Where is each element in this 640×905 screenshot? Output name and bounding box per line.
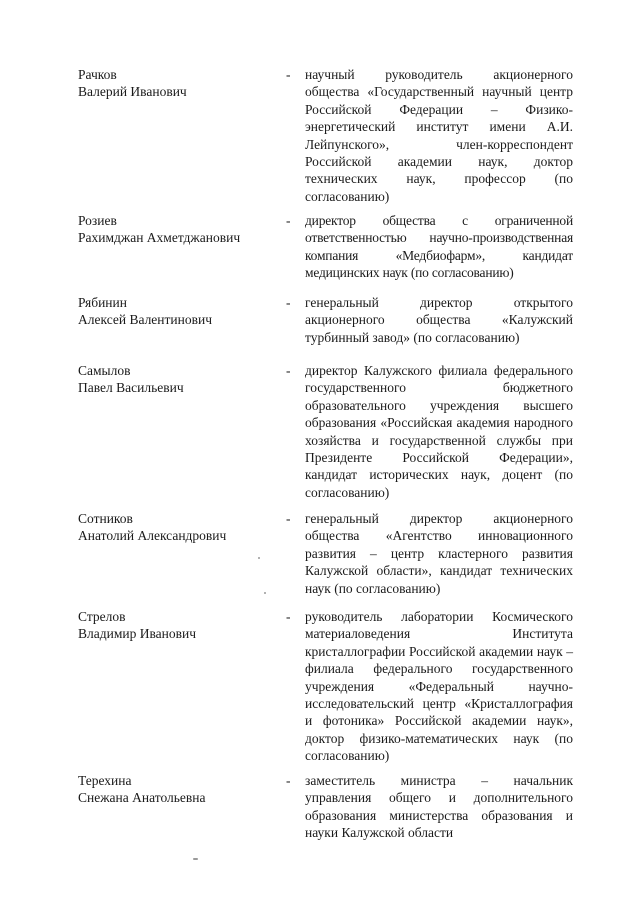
member-given-names: Алексей Валентинович	[78, 312, 213, 328]
member-given-names: Валерий Иванович	[78, 84, 187, 100]
member-description: руководитель лаборатории Космического материаловедения Института кристаллографии Российской академии наук – филиала федерального государственного учреждения «Федеральный научно-исследовательский центр «Кристаллография и фотоника» Российской академии наук», доктор физико-математических наук (по согласованию)	[305, 609, 573, 764]
member-surname: Рачков	[78, 67, 117, 82]
member-entry-roziev	[0, 212, 640, 284]
member-name	[78, 66, 278, 101]
member-surname: Стрелов	[78, 609, 126, 624]
scan-speck	[193, 858, 198, 860]
member-name	[78, 212, 278, 247]
member-name	[78, 362, 278, 397]
member-given-names: Анатолий Александрович	[78, 528, 227, 544]
member-name	[78, 510, 278, 545]
member-description: заместитель министра – начальник управления общего и дополнительного образования министерства образования и науки Калужской области	[305, 773, 573, 841]
member-entry-sotnikov	[0, 510, 640, 600]
entry-dash: -	[286, 213, 291, 228]
member-surname: Самылов	[78, 363, 131, 378]
entry-dash: -	[286, 67, 291, 82]
member-given-names: Владимир Иванович	[78, 626, 197, 642]
member-entry-strelov	[0, 608, 640, 764]
member-entry-rachkov	[0, 66, 640, 204]
member-entry-samylov	[0, 362, 640, 500]
member-entry-ryabinin	[0, 294, 640, 350]
member-entry-terekhina	[0, 772, 640, 844]
member-given-names: Рахимджан Ахметджанович	[78, 230, 241, 246]
member-description: генеральный директор акционерного общества «Агентство инновационного развития – центр кластерного развития Калужской области», кандидат технических наук (по согласованию)	[305, 511, 573, 596]
entry-dash: -	[286, 295, 291, 310]
entry-dash: -	[286, 773, 291, 788]
member-name	[78, 772, 278, 807]
entry-dash: -	[286, 511, 291, 526]
member-surname: Сотников	[78, 511, 133, 526]
member-description: научный руководитель акционерного общества «Государственный научный центр Российской Федерации – Физико-энергетический институт имени А.И. Лейпунского», член-корреспондент Российской академии наук, доктор технических наук, профессор (по согласованию)	[305, 67, 573, 204]
member-description: директор Калужского филиала федерального государственного бюджетного образовательного учреждения высшего образования «Российская академия народного хозяйства и государственной службы при Президенте Российской Федерации», кандидат исторических наук, доцент (по согласованию)	[305, 363, 573, 500]
member-given-names: Павел Васильевич	[78, 380, 184, 396]
entry-dash: -	[286, 363, 291, 378]
member-surname: Рябинин	[78, 295, 127, 310]
member-surname: Терехина	[78, 773, 132, 788]
member-given-names: Снежана Анатольевна	[78, 790, 206, 806]
member-surname: Розиев	[78, 213, 117, 228]
member-description: генеральный директор открытого акционерного общества «Калужский турбинный завод» (по согласованию)	[305, 295, 573, 345]
member-description: директор общества с ограниченной ответственностью научно-производственная компания «Медбиофарм», кандидат медицинских наук (по согласованию)	[305, 213, 573, 281]
member-name	[78, 294, 278, 329]
member-name	[78, 608, 278, 643]
entry-dash: -	[286, 609, 291, 624]
